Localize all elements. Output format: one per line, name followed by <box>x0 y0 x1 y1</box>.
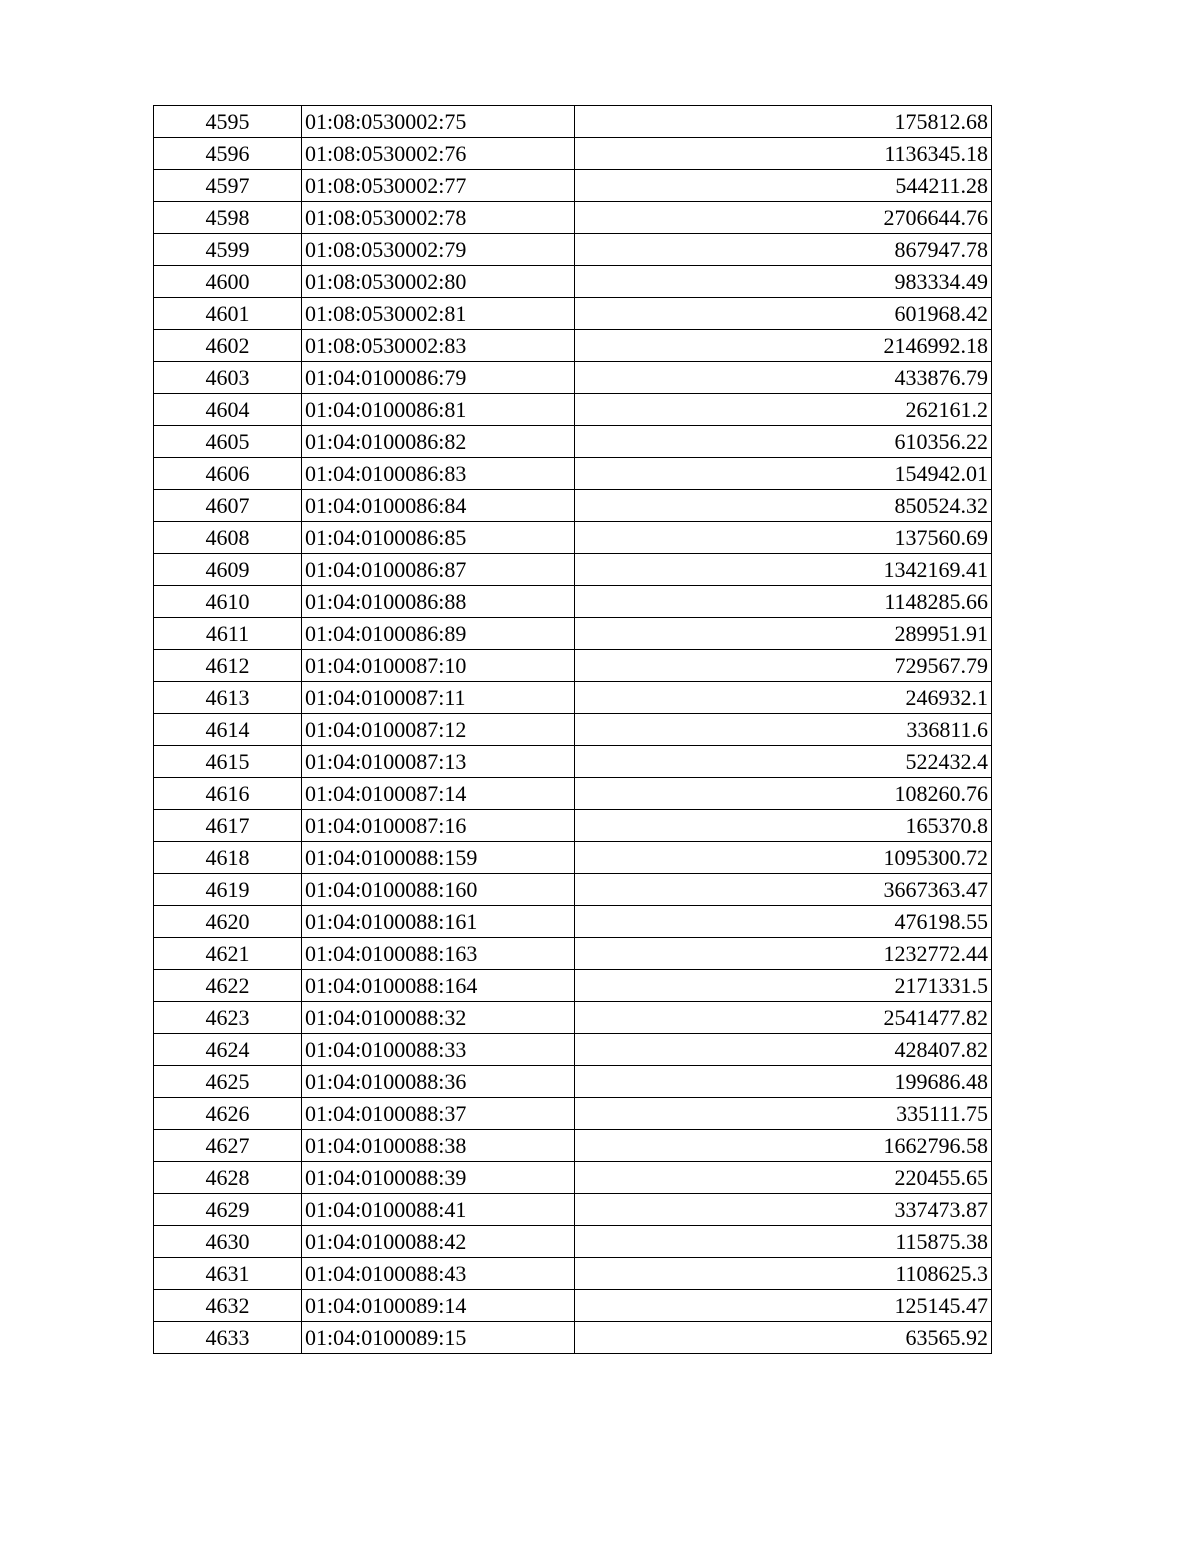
table-row <box>154 618 992 650</box>
value-cell: 246932.1 <box>575 682 992 714</box>
value-cell: 729567.79 <box>575 650 992 682</box>
table-row <box>154 298 992 330</box>
cadastral-number-cell: 01:08:0530002:77 <box>302 170 575 202</box>
value-cell: 2541477.82 <box>575 1002 992 1034</box>
row-number-cell: 4623 <box>154 1002 302 1034</box>
row-number-cell: 4602 <box>154 330 302 362</box>
table-row <box>154 874 992 906</box>
row-number-cell: 4629 <box>154 1194 302 1226</box>
row-number-cell: 4611 <box>154 618 302 650</box>
table-row <box>154 1226 992 1258</box>
row-number-cell: 4630 <box>154 1226 302 1258</box>
value-cell: 2706644.76 <box>575 202 992 234</box>
row-number-cell: 4610 <box>154 586 302 618</box>
row-number-cell: 4617 <box>154 810 302 842</box>
table-row <box>154 1002 992 1034</box>
cadastral-number-cell: 01:04:0100088:43 <box>302 1258 575 1290</box>
value-cell: 165370.8 <box>575 810 992 842</box>
cadastral-number-cell: 01:04:0100088:37 <box>302 1098 575 1130</box>
cadastral-number-cell: 01:08:0530002:78 <box>302 202 575 234</box>
table-row <box>154 1290 992 1322</box>
cadastral-number-cell: 01:04:0100086:88 <box>302 586 575 618</box>
table-row <box>154 234 992 266</box>
row-number-cell: 4613 <box>154 682 302 714</box>
value-cell: 115875.38 <box>575 1226 992 1258</box>
table-row <box>154 266 992 298</box>
row-number-cell: 4624 <box>154 1034 302 1066</box>
row-number-cell: 4609 <box>154 554 302 586</box>
table-row <box>154 1322 992 1354</box>
table-row <box>154 970 992 1002</box>
table-row <box>154 138 992 170</box>
table-row <box>154 746 992 778</box>
table-row <box>154 1130 992 1162</box>
cadastral-number-cell: 01:04:0100088:39 <box>302 1162 575 1194</box>
value-cell: 850524.32 <box>575 490 992 522</box>
table-row <box>154 810 992 842</box>
cadastral-number-cell: 01:04:0100087:12 <box>302 714 575 746</box>
value-cell: 175812.68 <box>575 106 992 138</box>
row-number-cell: 4619 <box>154 874 302 906</box>
cadastral-number-cell: 01:04:0100087:11 <box>302 682 575 714</box>
row-number-cell: 4632 <box>154 1290 302 1322</box>
table-row <box>154 714 992 746</box>
value-cell: 337473.87 <box>575 1194 992 1226</box>
cadastral-number-cell: 01:04:0100086:83 <box>302 458 575 490</box>
table-body <box>154 106 992 1354</box>
cadastral-number-cell: 01:04:0100088:159 <box>302 842 575 874</box>
row-number-cell: 4614 <box>154 714 302 746</box>
row-number-cell: 4615 <box>154 746 302 778</box>
table-row <box>154 906 992 938</box>
cadastral-number-cell: 01:04:0100088:161 <box>302 906 575 938</box>
table-row <box>154 202 992 234</box>
cadastral-number-cell: 01:04:0100088:42 <box>302 1226 575 1258</box>
row-number-cell: 4616 <box>154 778 302 810</box>
cadastral-number-cell: 01:04:0100088:38 <box>302 1130 575 1162</box>
value-cell: 1342169.41 <box>575 554 992 586</box>
row-number-cell: 4631 <box>154 1258 302 1290</box>
value-cell: 335111.75 <box>575 1098 992 1130</box>
row-number-cell: 4607 <box>154 490 302 522</box>
value-cell: 544211.28 <box>575 170 992 202</box>
value-cell: 137560.69 <box>575 522 992 554</box>
row-number-cell: 4599 <box>154 234 302 266</box>
table-row <box>154 426 992 458</box>
cadastral-number-cell: 01:04:0100086:81 <box>302 394 575 426</box>
cadastral-number-cell: 01:04:0100088:160 <box>302 874 575 906</box>
value-cell: 63565.92 <box>575 1322 992 1354</box>
value-cell: 1136345.18 <box>575 138 992 170</box>
cadastral-number-cell: 01:04:0100088:41 <box>302 1194 575 1226</box>
cadastral-number-cell: 01:08:0530002:79 <box>302 234 575 266</box>
value-cell: 601968.42 <box>575 298 992 330</box>
value-cell: 289951.91 <box>575 618 992 650</box>
cadastral-number-cell: 01:04:0100086:84 <box>302 490 575 522</box>
cadastral-number-cell: 01:04:0100086:89 <box>302 618 575 650</box>
data-table <box>153 105 992 1354</box>
row-number-cell: 4597 <box>154 170 302 202</box>
value-cell: 867947.78 <box>575 234 992 266</box>
table-row <box>154 490 992 522</box>
row-number-cell: 4596 <box>154 138 302 170</box>
cadastral-number-cell: 01:04:0100088:164 <box>302 970 575 1002</box>
table-row <box>154 106 992 138</box>
row-number-cell: 4600 <box>154 266 302 298</box>
value-cell: 983334.49 <box>575 266 992 298</box>
row-number-cell: 4625 <box>154 1066 302 1098</box>
table-row <box>154 778 992 810</box>
table-row <box>154 330 992 362</box>
table-row <box>154 842 992 874</box>
row-number-cell: 4605 <box>154 426 302 458</box>
row-number-cell: 4598 <box>154 202 302 234</box>
cadastral-number-cell: 01:08:0530002:75 <box>302 106 575 138</box>
table-row <box>154 586 992 618</box>
row-number-cell: 4604 <box>154 394 302 426</box>
cadastral-number-cell: 01:04:0100088:163 <box>302 938 575 970</box>
table-row <box>154 522 992 554</box>
row-number-cell: 4633 <box>154 1322 302 1354</box>
value-cell: 154942.01 <box>575 458 992 490</box>
value-cell: 1108625.3 <box>575 1258 992 1290</box>
value-cell: 433876.79 <box>575 362 992 394</box>
row-number-cell: 4628 <box>154 1162 302 1194</box>
cadastral-number-cell: 01:08:0530002:80 <box>302 266 575 298</box>
row-number-cell: 4603 <box>154 362 302 394</box>
row-number-cell: 4612 <box>154 650 302 682</box>
row-number-cell: 4626 <box>154 1098 302 1130</box>
table-row <box>154 362 992 394</box>
table-row <box>154 170 992 202</box>
cadastral-number-cell: 01:04:0100089:14 <box>302 1290 575 1322</box>
value-cell: 522432.4 <box>575 746 992 778</box>
value-cell: 262161.2 <box>575 394 992 426</box>
value-cell: 125145.47 <box>575 1290 992 1322</box>
row-number-cell: 4608 <box>154 522 302 554</box>
table-row <box>154 650 992 682</box>
cadastral-number-cell: 01:04:0100086:82 <box>302 426 575 458</box>
cadastral-number-cell: 01:08:0530002:76 <box>302 138 575 170</box>
value-cell: 610356.22 <box>575 426 992 458</box>
cadastral-number-cell: 01:04:0100086:85 <box>302 522 575 554</box>
table-row <box>154 1194 992 1226</box>
cadastral-number-cell: 01:04:0100087:10 <box>302 650 575 682</box>
cadastral-number-cell: 01:08:0530002:81 <box>302 298 575 330</box>
value-cell: 220455.65 <box>575 1162 992 1194</box>
table-row <box>154 682 992 714</box>
value-cell: 199686.48 <box>575 1066 992 1098</box>
cadastral-number-cell: 01:04:0100087:14 <box>302 778 575 810</box>
table-row <box>154 458 992 490</box>
row-number-cell: 4606 <box>154 458 302 490</box>
table-row <box>154 1066 992 1098</box>
cadastral-number-cell: 01:04:0100088:36 <box>302 1066 575 1098</box>
value-cell: 1232772.44 <box>575 938 992 970</box>
table-row <box>154 554 992 586</box>
value-cell: 3667363.47 <box>575 874 992 906</box>
row-number-cell: 4595 <box>154 106 302 138</box>
row-number-cell: 4618 <box>154 842 302 874</box>
cadastral-number-cell: 01:04:0100089:15 <box>302 1322 575 1354</box>
row-number-cell: 4601 <box>154 298 302 330</box>
value-cell: 1662796.58 <box>575 1130 992 1162</box>
value-cell: 108260.76 <box>575 778 992 810</box>
cadastral-number-cell: 01:04:0100088:33 <box>302 1034 575 1066</box>
table-row <box>154 1258 992 1290</box>
row-number-cell: 4627 <box>154 1130 302 1162</box>
row-number-cell: 4620 <box>154 906 302 938</box>
value-cell: 2171331.5 <box>575 970 992 1002</box>
value-cell: 428407.82 <box>575 1034 992 1066</box>
value-cell: 336811.6 <box>575 714 992 746</box>
cadastral-number-cell: 01:04:0100086:87 <box>302 554 575 586</box>
table-row <box>154 1098 992 1130</box>
table-row <box>154 1034 992 1066</box>
cadastral-number-cell: 01:04:0100088:32 <box>302 1002 575 1034</box>
cadastral-number-cell: 01:04:0100086:79 <box>302 362 575 394</box>
value-cell: 476198.55 <box>575 906 992 938</box>
value-cell: 1095300.72 <box>575 842 992 874</box>
cadastral-number-cell: 01:08:0530002:83 <box>302 330 575 362</box>
table-row <box>154 1162 992 1194</box>
cadastral-number-cell: 01:04:0100087:16 <box>302 810 575 842</box>
cadastral-number-cell: 01:04:0100087:13 <box>302 746 575 778</box>
value-cell: 1148285.66 <box>575 586 992 618</box>
row-number-cell: 4622 <box>154 970 302 1002</box>
value-cell: 2146992.18 <box>575 330 992 362</box>
table-row <box>154 938 992 970</box>
table-row <box>154 394 992 426</box>
row-number-cell: 4621 <box>154 938 302 970</box>
